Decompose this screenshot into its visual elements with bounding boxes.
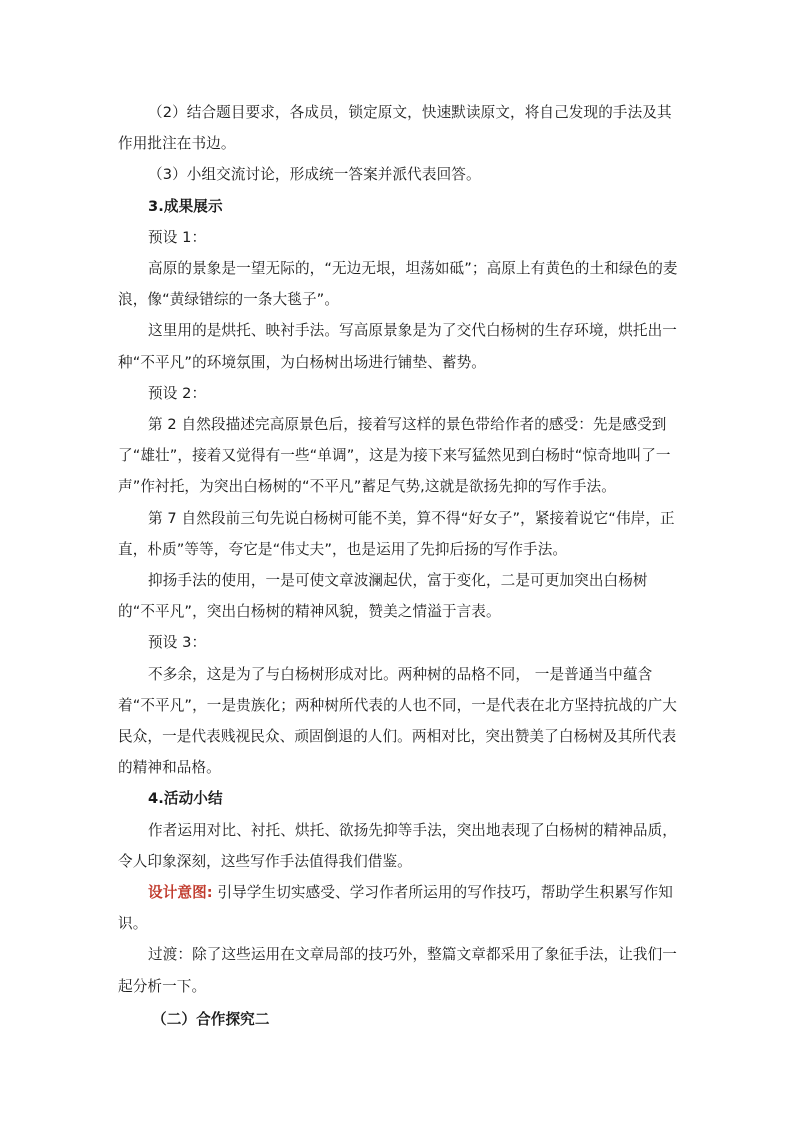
summary-text: 作者运用对比、衬托、烘托、欲扬先抑等手法，突出地表现了白杨树的精神品质，令人印象深刻，这些写作手法值得我们借鉴。 xyxy=(118,821,677,870)
transition-paragraph: 过渡：除了这些运用在文章局部的技巧外，整篇文章都采用了象征手法，让我们一起分析一下。 xyxy=(118,946,677,995)
preset-2-text-b: 第 7 自然段前三句先说白杨树可能不美，算不得“好女子”，紧接着说它“伟岸，正直，朴质”等等，夸它是“伟丈夫”，也是运用了先抑后扬的写作手法。 xyxy=(118,509,675,558)
heading-summary: 4.活动小结 xyxy=(148,790,223,808)
heading-results: 3.成果展示 xyxy=(148,197,223,215)
document-body xyxy=(118,97,678,1035)
step-2-paragraph: （2）结合题目要求，各成员，锁定原文，快速默读原文，将自己发现的手法及其作用批注在书边。 xyxy=(118,104,672,153)
design-intent-paragraph xyxy=(118,877,678,939)
preset-2-text-a: 第 2 自然段描述完高原景色后，接着写这样的景色带给作者的感受：先是感受到了“雄壮”，接着又觉得有一些“单调”，这是为接下来写猛然见到白杨时“惊奇地叫了一声”作衬托，为突出白杨树的“不平凡”蓄足气势,这就是欲扬先抑的写作手法。 xyxy=(118,416,671,496)
preset-1-text-a: 高原的景象是一望无际的，“无边无垠，坦荡如砥”；高原上有黄色的土和绿色的麦浪，像“黄绿错综的一条大毯子”。 xyxy=(118,260,678,309)
preset-2-label: 预设 2： xyxy=(148,384,207,402)
preset-2-text-c: 抑扬手法的使用，一是可使文章波澜起伏，富于变化，二是可更加突出白杨树的“不平凡”，突出白杨树的精神风貌，赞美之情溢于言表。 xyxy=(118,572,648,621)
preset-1-text-b: 这里用的是烘托、映衬手法。写高原景象是为了交代白杨树的生存环境，烘托出一种“不平凡”的环境氛围，为白杨树出场进行铺垫、蓄势。 xyxy=(118,322,677,371)
section-title: （二）合作探究二 xyxy=(152,1010,270,1028)
preset-1-label: 预设 1： xyxy=(148,228,207,246)
design-intent-text: 引导学生切实感受、学习作者所运用的写作技巧，帮助学生积累写作知识。 xyxy=(118,884,673,933)
design-intent-label: 设计意图: xyxy=(148,884,213,902)
preset-3-text: 不多余，这是为了与白杨树形成对比。两种树的品格不同， 一是普通当中蕴含着“不平凡”，一是贵族化；两种树所代表的人也不同，一是代表在北方坚持抗战的广大民众，一是代表贱视民众、顽固倒退的人们。两相对比，突出赞美了白杨树及其所代表的精神和品格。 xyxy=(118,665,677,777)
step-3-paragraph: （3）小组交流讨论，形成统一答案并派代表回答。 xyxy=(148,166,481,184)
preset-3-label: 预设 3： xyxy=(148,634,207,652)
